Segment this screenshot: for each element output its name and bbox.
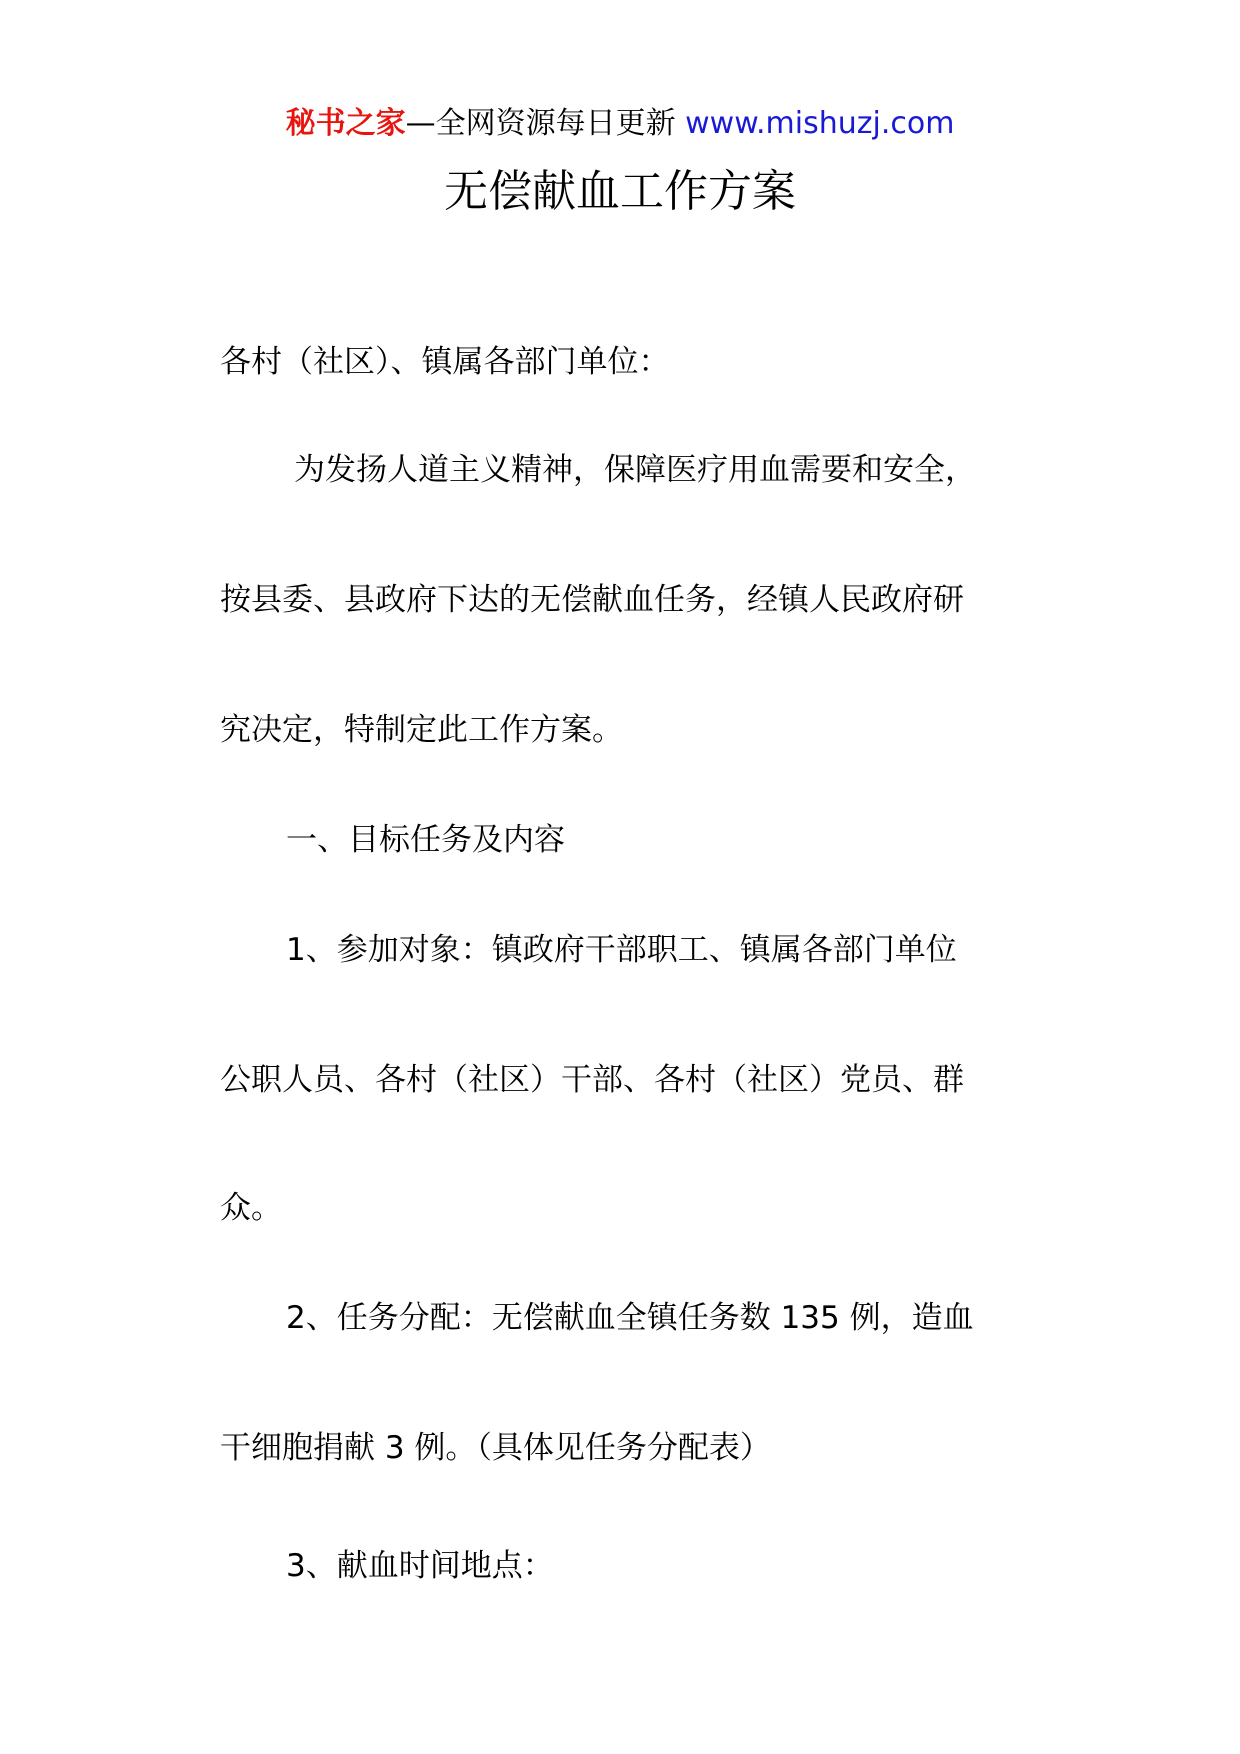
paragraph-line: 按县委、县政府下达的无偿献血任务，经镇人民政府研 [220,582,964,618]
paragraph-line: 干细胞捐献 3 例。（具体见任务分配表） [220,1430,771,1466]
site-brand: 秘书之家 [285,106,406,141]
paragraph-line: 2、任务分配：无偿献血全镇任务数 135 例，造血 [286,1300,974,1336]
site-slogan: —全网资源每日更新 [405,106,686,141]
paragraph-line: 1、参加对象：镇政府干部职工、镇属各部门单位 [286,932,957,968]
document-title: 无偿献血工作方案 [444,166,796,217]
paragraph-line: 究决定，特制定此工作方案。 [220,712,623,748]
site-url-link[interactable]: www.mishuzj.com [685,106,955,141]
paragraph-line: 为发扬人道主义精神，保障医疗用血需要和安全， [294,452,976,488]
salutation: 各村（社区）、镇属各部门单位： [220,344,670,380]
paragraph-line: 公职人员、各村（社区）干部、各村（社区）党员、群 [220,1062,964,1098]
paragraph-line: 众。 [220,1190,282,1226]
site-header [0,102,1240,146]
section-heading: 一、目标任务及内容 [286,822,565,858]
paragraph-line: 3、献血时间地点： [286,1548,554,1584]
